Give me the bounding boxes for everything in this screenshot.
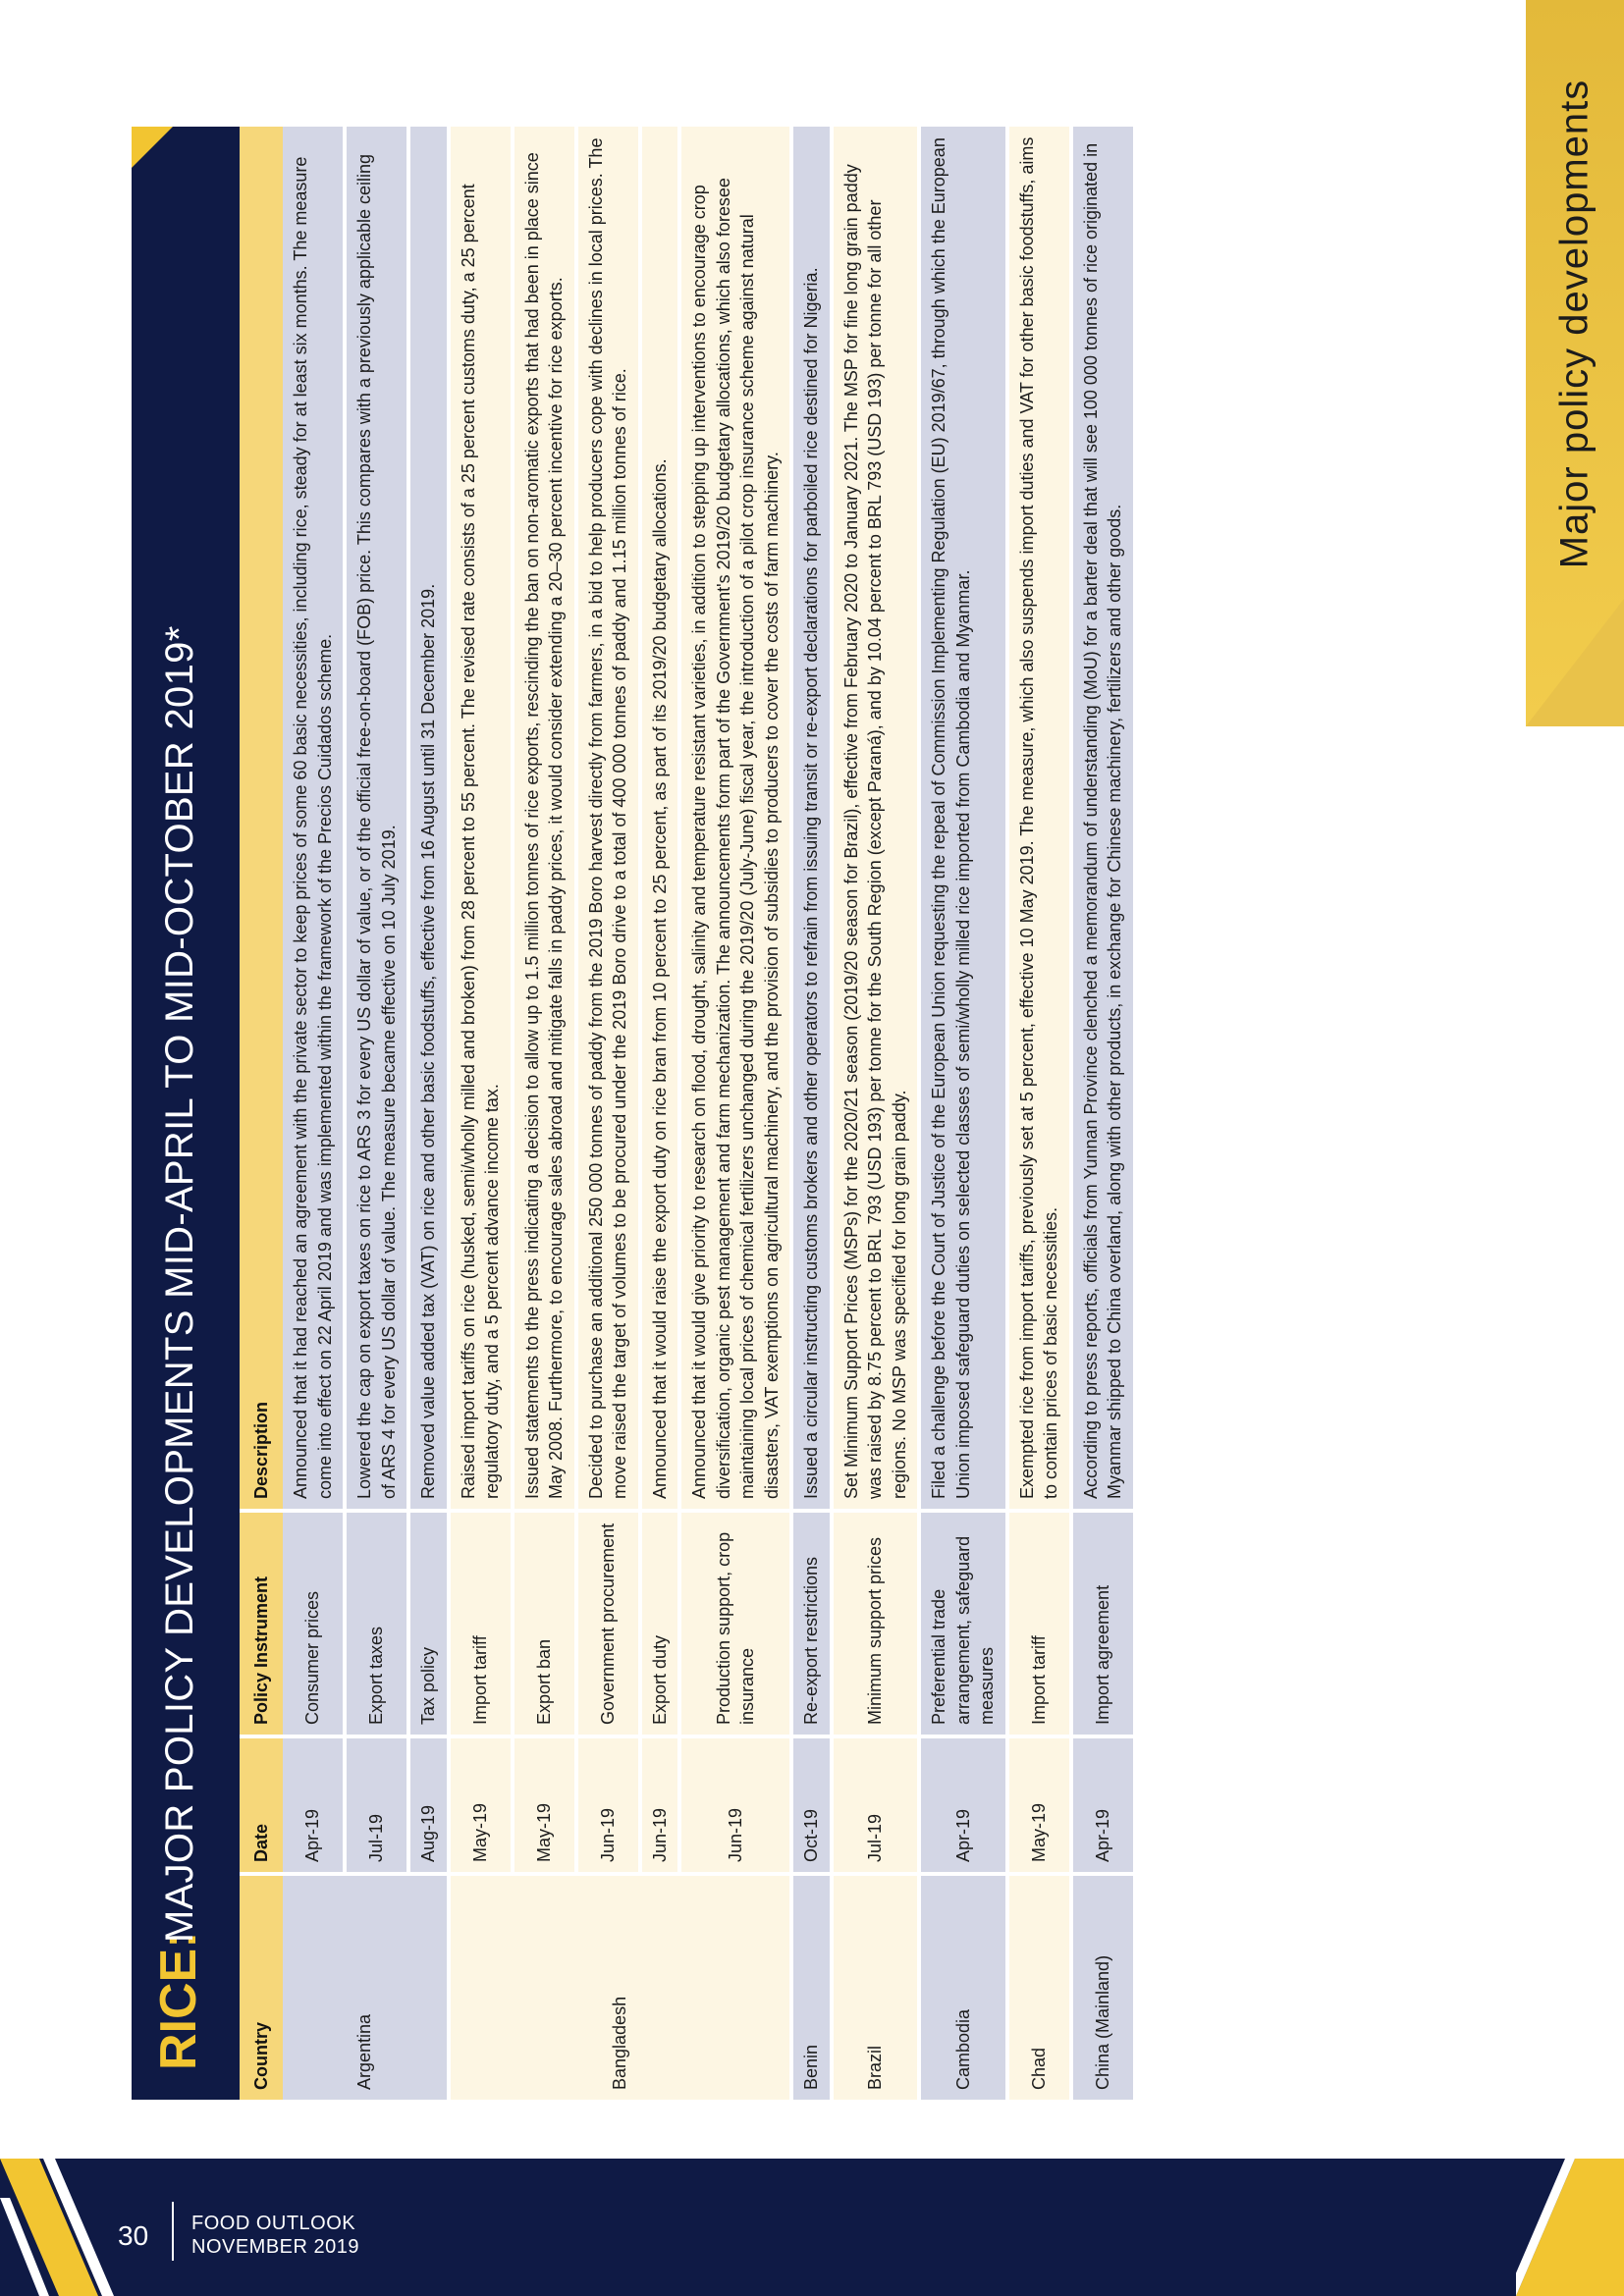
table-row: [576, 127, 640, 2100]
date-cell: Apr-19: [1071, 1736, 1135, 1874]
commodity-label: RICE:: [150, 1931, 207, 2070]
publication-name: FOOD OUTLOOK: [191, 2213, 356, 2234]
table-row: [679, 127, 791, 2100]
footer-stripes-graphic: [0, 2159, 137, 2296]
footer-divider: [172, 2202, 174, 2261]
date-cell: May-19: [1007, 1736, 1071, 1874]
date-cell: Oct-19: [791, 1736, 832, 1874]
title-corner-accent: [132, 127, 173, 168]
table-header-row: [240, 127, 283, 2100]
instrument-cell: Production support, crop insurance: [679, 1511, 791, 1736]
table-row: [640, 127, 680, 2100]
date-cell: Jun-19: [679, 1736, 791, 1874]
header-date: Date: [240, 1736, 283, 1874]
publication-date: NOVEMBER 2019: [191, 2236, 360, 2258]
country-cell: Argentina: [283, 1874, 449, 2100]
instrument-cell: Consumer prices: [283, 1511, 345, 1736]
description-cell: Removed value added tax (VAT) on rice and other basic foodstuffs, effective from 16 August until 31 December 2019.: [408, 127, 449, 1511]
date-cell: Aug-19: [408, 1736, 449, 1874]
country-cell: Chad: [1007, 1874, 1071, 2100]
table-row: [513, 127, 576, 2100]
date-cell: Jun-19: [640, 1736, 680, 1874]
instrument-cell: Export duty: [640, 1511, 680, 1736]
description-cell: Issued statements to the press indicating a decision to allow up to 1.5 million tonnes of rice exports, rescinding the ban on non-aromatic exports that had been in place since May 2008. Furthermore, to encourage sales abroad and mitigate falls in paddy prices, it would consider extending a 20–30 percent incentive for rice exports.: [513, 127, 576, 1511]
country-cell: Cambodia: [919, 1874, 1007, 2100]
description-cell: Decided to purchase an additional 250 000 tonnes of paddy from the 2019 Boro harvest directly from farmers, in a bid to help producers cope with declines in local prices. The move raised the target of volumes to be procured under the 2019 Boro drive to a total of 400 000 tonnes of paddy and 1.15 million tonnes of rice.: [576, 127, 640, 1511]
instrument-cell: Import tariff: [1007, 1511, 1071, 1736]
date-cell: May-19: [449, 1736, 513, 1874]
footer-corner-graphic: [1516, 2159, 1624, 2296]
description-cell: Announced that it had reached an agreement with the private sector to keep prices of some 60 basic necessities, including rice, steady for at least six months. The measure come into effect on 22 April 2019 and was implemented within the framework of the Precios Cuidados scheme.: [283, 127, 345, 1511]
table-row: [283, 127, 345, 2100]
description-cell: Filed a challenge before the Court of Justice of the European Union requesting the repeal of Commission Implementing Regulation (EU) 2019/67, through which the European Union imposed safeguard duties on selected classes of semi/wholly milled rice imported from Cambodia and Myanmar.: [919, 127, 1007, 1511]
date-cell: Apr-19: [283, 1736, 345, 1874]
country-cell: China (Mainland): [1071, 1874, 1135, 2100]
instrument-cell: Tax policy: [408, 1511, 449, 1736]
description-cell: Set Minimum Support Prices (MSPs) for the 2020/21 season (2019/20 season for Brazil), effective from February 2020 to January 2021. The MSP for fine long grain paddy was raised by 8.75 percent to BRL 793 (USD 193) per tonne for the South Region (except Paraná), and by 10.04 percent to BRL 793 (USD 193) per tonne for all other regions. No MSP was specified for long grain paddy.: [832, 127, 920, 1511]
header-description: Description: [240, 127, 283, 1511]
instrument-cell: Export ban: [513, 1511, 576, 1736]
instrument-cell: Import agreement: [1071, 1511, 1135, 1736]
instrument-cell: Import tariff: [449, 1511, 513, 1736]
instrument-cell: Minimum support prices: [832, 1511, 920, 1736]
footer-publication: [191, 2212, 359, 2259]
description-cell: Raised import tariffs on rice (husked, semi/wholly milled and broken) from 28 percent to 55 percent. The revised rate consists of a 25 percent customs duty, a 25 percent regulatory duty, and a 5 percent advance income tax.: [449, 127, 513, 1511]
page-number: 30: [118, 2220, 149, 2251]
instrument-cell: Preferential trade arrangement, safeguard measures: [919, 1511, 1007, 1736]
header-instrument: Policy Instrument: [240, 1511, 283, 1736]
table-row: [832, 127, 920, 2100]
section-tab-cut: [1526, 599, 1624, 726]
instrument-cell: Export taxes: [345, 1511, 408, 1736]
section-tab-label: Major policy developments: [1552, 79, 1597, 569]
description-cell: Exempted rice from import tariffs, previously set at 5 percent, effective 10 May 2019. The measure, which also suspends import duties and VAT for other basic foodstuffs, aims to contain prices of basic necessities.: [1007, 127, 1071, 1511]
date-cell: Jun-19: [576, 1736, 640, 1874]
date-cell: Apr-19: [919, 1736, 1007, 1874]
instrument-cell: Government procurement: [576, 1511, 640, 1736]
description-cell: Issued a circular instructing customs brokers and other operators to refrain from issuing transit or re-export declarations for parboiled rice destined for Nigeria.: [791, 127, 832, 1511]
description-cell: Lowered the cap on export taxes on rice to ARS 3 for every US dollar of value, or of the official free-on-board (FOB) price. This compares with a previously applicable ceiling of ARS 4 for every US dollar of value. The measure became effective on 10 July 2019.: [345, 127, 408, 1511]
header-country: Country: [240, 1874, 283, 2100]
policy-table: [240, 127, 1137, 2100]
date-cell: Jul-19: [832, 1736, 920, 1874]
country-cell: Brazil: [832, 1874, 920, 2100]
table-row: [919, 127, 1007, 2100]
country-cell: Benin: [791, 1874, 832, 2100]
table-row: [345, 127, 408, 2100]
table-row: [408, 127, 449, 2100]
table-title-bar: [132, 127, 240, 2100]
table-body: [283, 127, 1135, 2100]
table-row: [449, 127, 513, 2100]
table-row: [791, 127, 832, 2100]
table-title: MAJOR POLICY DEVELOPMENTS MID-APRIL TO MID-OCTOBER 2019*: [158, 625, 201, 1943]
country-cell: Bangladesh: [449, 1874, 792, 2100]
date-cell: May-19: [513, 1736, 576, 1874]
description-cell: According to press reports, officials from Yunnan Province clenched a memorandum of understanding (MoU) for a barter deal that will see 100 000 tonnes of rice originated in Myanmar shipped to China overland, along with other products, in exchange for Chinese machinery, fertilizers and other goods.: [1071, 127, 1135, 1511]
description-cell: Announced that it would raise the export duty on rice bran from 10 percent to 25 percent, as part of its 2019/20 budgetary allocations.: [640, 127, 680, 1511]
table-row: [1007, 127, 1071, 2100]
description-cell: Announced that it would give priority to research on flood, drought, salinity and temperature resistant varieties, in addition to stepping up interventions to encourage crop diversification, organic pest management and farm mechanization. The announcements form part of the Government's 2019/20 budgetary allocations, which also foresee maintaining local prices of chemical fertilizers unchanged during the 2019/20 (July-June) fiscal year, the introduction of a pilot crop insurance scheme against natural disasters, VAT exemptions on agricultural machinery, and the provision of subsidies to producers to cover the costs of farm machinery.: [679, 127, 791, 1511]
instrument-cell: Re-export restrictions: [791, 1511, 832, 1736]
table-row: [1071, 127, 1135, 2100]
rotated-table-block: [132, 127, 1428, 2100]
date-cell: Jul-19: [345, 1736, 408, 1874]
